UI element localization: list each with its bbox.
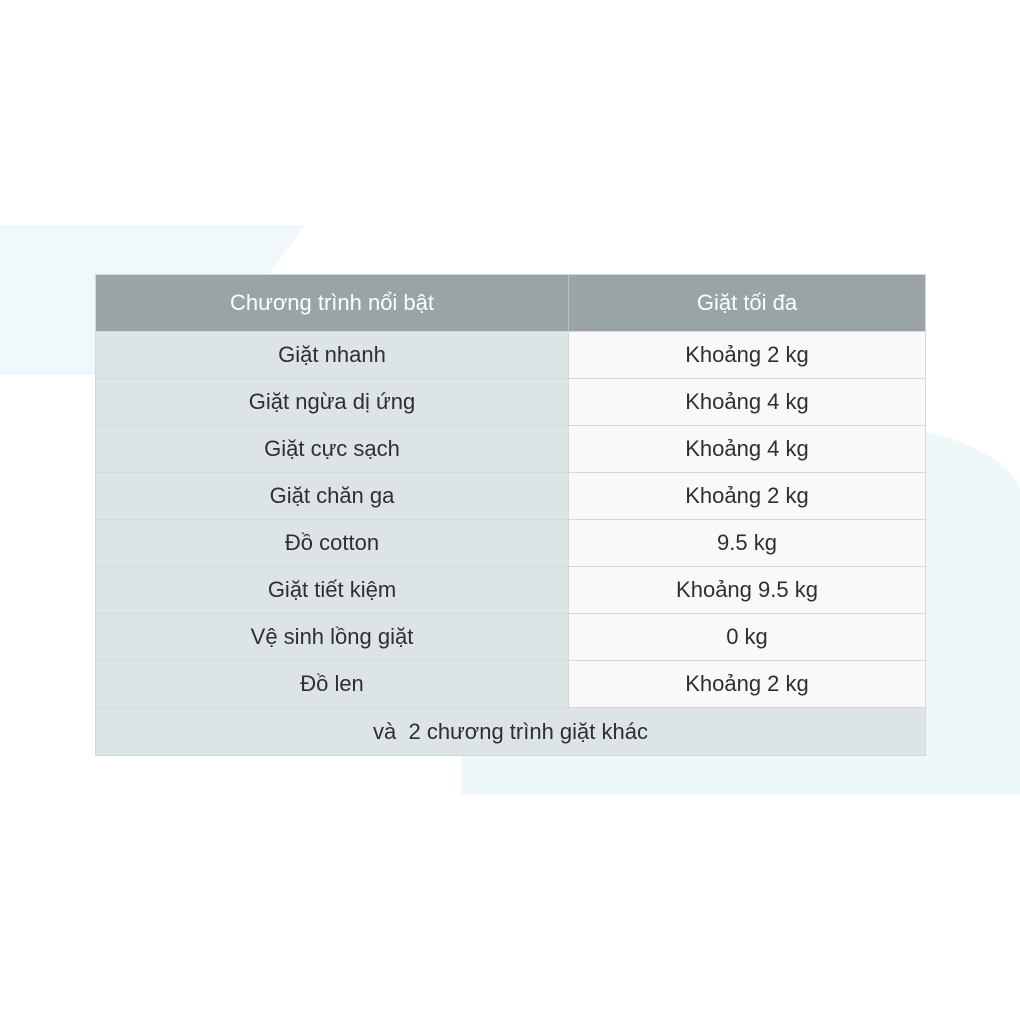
program-name: Giặt tiết kiệm: [96, 567, 569, 613]
table-row: [96, 660, 925, 707]
max-load: Khoảng 2 kg: [569, 332, 925, 378]
table-row: [96, 331, 925, 378]
max-load: 9.5 kg: [569, 520, 925, 566]
max-load: Khoảng 2 kg: [569, 661, 925, 707]
table-row: [96, 519, 925, 566]
max-load: Khoảng 4 kg: [569, 426, 925, 472]
program-name: Giặt ngừa dị ứng: [96, 379, 569, 425]
header-max-load: Giặt tối đa: [696, 290, 798, 315]
program-name: Giặt nhanh: [96, 332, 569, 378]
other-programs-note: và 2 chương trình giặt khác: [96, 708, 925, 755]
table-footer-row: [96, 707, 925, 755]
table-row: [96, 566, 925, 613]
table-row: [96, 425, 925, 472]
table-header-row: [96, 275, 925, 331]
table-row: [96, 613, 925, 660]
program-name: Giặt cực sạch: [96, 426, 569, 472]
max-load: Khoảng 4 kg: [569, 379, 925, 425]
program-name: Đồ cotton: [96, 520, 569, 566]
washing-programs-table: [95, 274, 926, 756]
program-name: Giặt chăn ga: [96, 473, 569, 519]
max-load: Khoảng 2 kg: [569, 473, 925, 519]
program-name: Vệ sinh lồng giặt: [96, 614, 569, 660]
program-name: Đồ len: [96, 661, 569, 707]
table-row: [96, 472, 925, 519]
header-program: Chương trình nổi bật: [96, 275, 569, 331]
table-row: [96, 378, 925, 425]
max-load: 0 kg: [569, 614, 925, 660]
max-load: Khoảng 9.5 kg: [569, 567, 925, 613]
